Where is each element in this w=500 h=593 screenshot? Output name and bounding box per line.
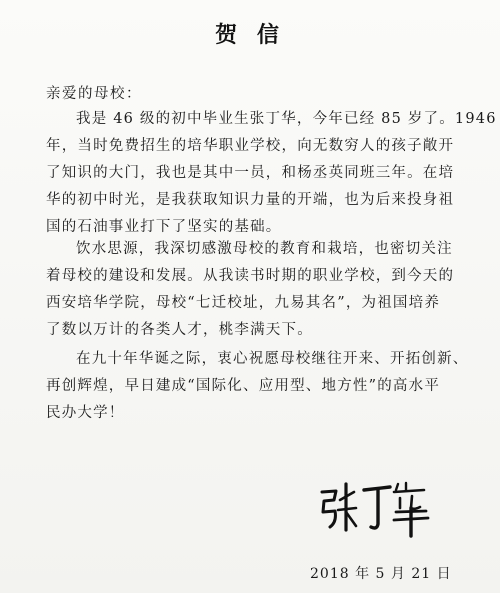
paragraph-3-line-1: 在九十年华诞之际，衷心祝愿母校继往开来、开拓创新、 (76, 351, 469, 367)
handwritten-signature (316, 478, 436, 538)
paragraph-2-line-2: 着母校的建设和发展。从我读书时期的职业学校，到今天的 (46, 268, 455, 284)
paragraph-1-line-3: 了知识的大门，我也是其中一员，和杨丞英同班三年。在培 (46, 165, 455, 181)
paragraph-1-line-5: 国的石油事业打下了坚实的基础。 (46, 219, 282, 235)
paragraph-2-line-4: 了数以万计的各类人才，桃李满天下。 (46, 322, 313, 338)
paragraph-2 (46, 236, 466, 344)
paragraph-3-line-2: 再创辉煌，早日建成“国际化、应用型、地方性”的高水平 (46, 378, 441, 394)
letter-date: 2018 年 5 月 21 日 (310, 566, 452, 582)
paragraph-3-line-3: 民办大学！ (46, 405, 125, 421)
paragraph-2-line-1: 饮水思源，我深切感激母校的教育和栽培，也密切关注 (76, 241, 453, 257)
paragraph-1 (46, 106, 497, 241)
paragraph-1-line-4: 华的初中时光，是我获取知识力量的开端，也为后来投身祖 (46, 192, 455, 208)
paragraph-1-line-1: 我是 46 级的初中毕业生张丁华，今年已经 85 岁了。1946 (76, 111, 497, 127)
paragraph-2-line-3: 西安培华学院，母校“七迁校址，九易其名”，为祖国培养 (46, 295, 441, 311)
letter-greeting: 亲爱的母校： (46, 86, 142, 102)
paragraph-1-line-2: 年，当时免费招生的培华职业学校，向无数穷人的孩子敞开 (46, 138, 455, 154)
letter-title: 贺 信 (215, 23, 285, 48)
paragraph-3 (46, 346, 469, 427)
